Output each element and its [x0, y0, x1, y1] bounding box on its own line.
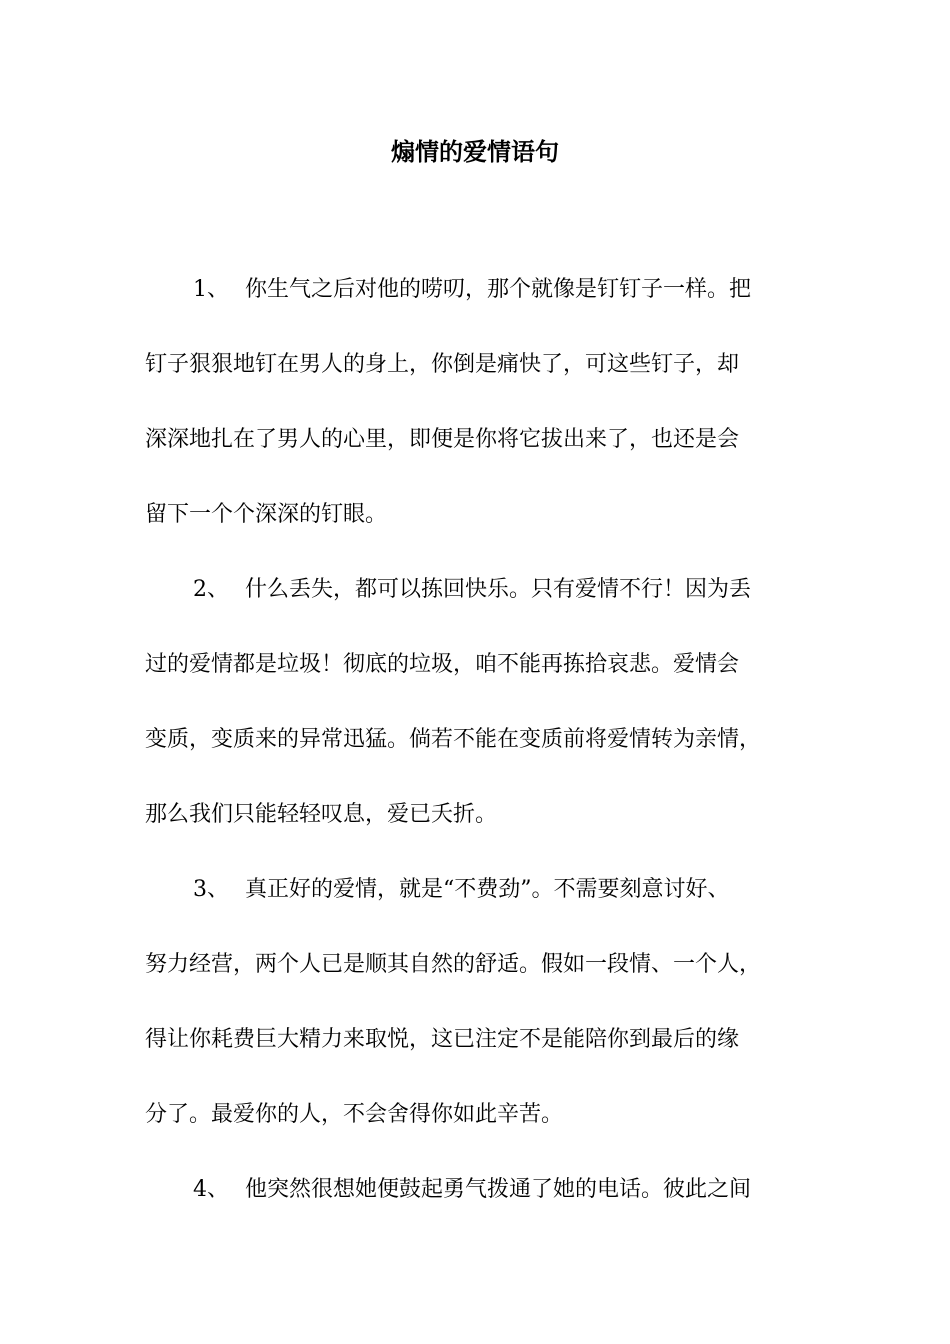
paragraph-line: 那么我们只能轻轻叹息，爱已夭折。: [145, 802, 498, 827]
paragraph-line: 钉子狠狠地钉在男人的身上，你倒是痛快了，可这些钉子，却: [145, 352, 740, 377]
paragraph-line: 过的爱情都是垃圾！彻底的垃圾，咱不能再拣拾哀悲。爱情会: [145, 652, 740, 677]
line-text: 什么丢失，都可以拣回快乐。只有爱情不行！因为丢: [245, 577, 752, 602]
document-body: [145, 252, 825, 1227]
paragraph-line: [145, 252, 825, 327]
paragraph-line: [145, 852, 825, 927]
paragraph-line: 得让你耗费巨大精力来取悦，这已注定不是能陪你到最后的缘: [145, 1027, 740, 1052]
paragraph-line: 深深地扎在了男人的心里，即便是你将它拔出来了，也还是会: [145, 427, 740, 452]
line-text: 你生气之后对他的唠叨，那个就像是钉钉子一样。把: [245, 277, 752, 302]
paragraph-3: [145, 852, 825, 1152]
paragraph-line: 变质，变质来的异常迅猛。倘若不能在变质前将爱情转为亲情，: [145, 727, 762, 752]
paragraph-line: [145, 552, 825, 627]
page-title: 煽情的爱情语句: [391, 138, 559, 166]
paragraph-4: [145, 1152, 825, 1227]
item-number: 3、: [193, 877, 229, 902]
line-text: 真正好的爱情，就是“不费劲”。不需要刻意讨好、: [245, 877, 730, 902]
item-number: 4、: [193, 1177, 229, 1202]
paragraph-1: [145, 252, 825, 552]
paragraph-line: 分了。最爱你的人，不会舍得你如此辛苦。: [145, 1102, 564, 1127]
paragraph-line: [145, 1152, 825, 1227]
item-number: 2、: [193, 577, 229, 602]
line-text: 他突然很想她便鼓起勇气拨通了她的电话。彼此之间: [245, 1177, 752, 1202]
item-number: 1、: [193, 277, 229, 302]
paragraph-line: 留下一个个深深的钉眼。: [145, 502, 388, 527]
paragraph-2: [145, 552, 825, 852]
paragraph-line: 努力经营，两个人已是顺其自然的舒适。假如一段情、一个人，: [145, 952, 762, 977]
